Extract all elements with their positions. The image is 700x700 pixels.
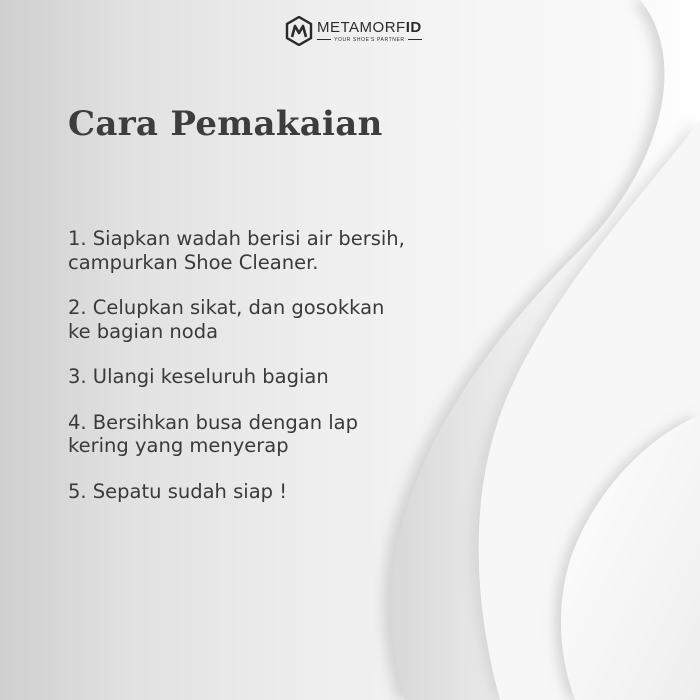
step-item bbox=[68, 411, 508, 458]
logo-mark-icon bbox=[284, 16, 314, 46]
step-item bbox=[68, 296, 508, 343]
step-line: 5. Sepatu sudah siap ! bbox=[68, 479, 288, 503]
logo-tagline: YOUR SHOE'S PARTNER bbox=[334, 36, 405, 43]
step-line: kering yang menyerap bbox=[68, 434, 289, 457]
step-line: ke bagian noda bbox=[68, 319, 219, 343]
instruction-steps bbox=[68, 227, 508, 525]
page-title: Cara Pemakaian bbox=[68, 104, 383, 144]
step-line: 2. Celupkan sikat, dan gosokkan bbox=[68, 296, 385, 319]
step-line: 1. Siapkan wadah berisi air bersih, bbox=[68, 227, 405, 250]
step-line: campurkan Shoe Cleaner. bbox=[68, 250, 319, 274]
step-item bbox=[68, 227, 508, 274]
brand-logo bbox=[284, 16, 422, 46]
step-line: 3. Ulangi keseluruh bagian bbox=[68, 365, 329, 388]
step-item bbox=[68, 480, 508, 504]
logo-wordmark: METAMORFID bbox=[317, 18, 422, 36]
step-line: 4. Bersihkan busa dengan lap bbox=[68, 410, 358, 434]
step-item bbox=[68, 365, 508, 389]
